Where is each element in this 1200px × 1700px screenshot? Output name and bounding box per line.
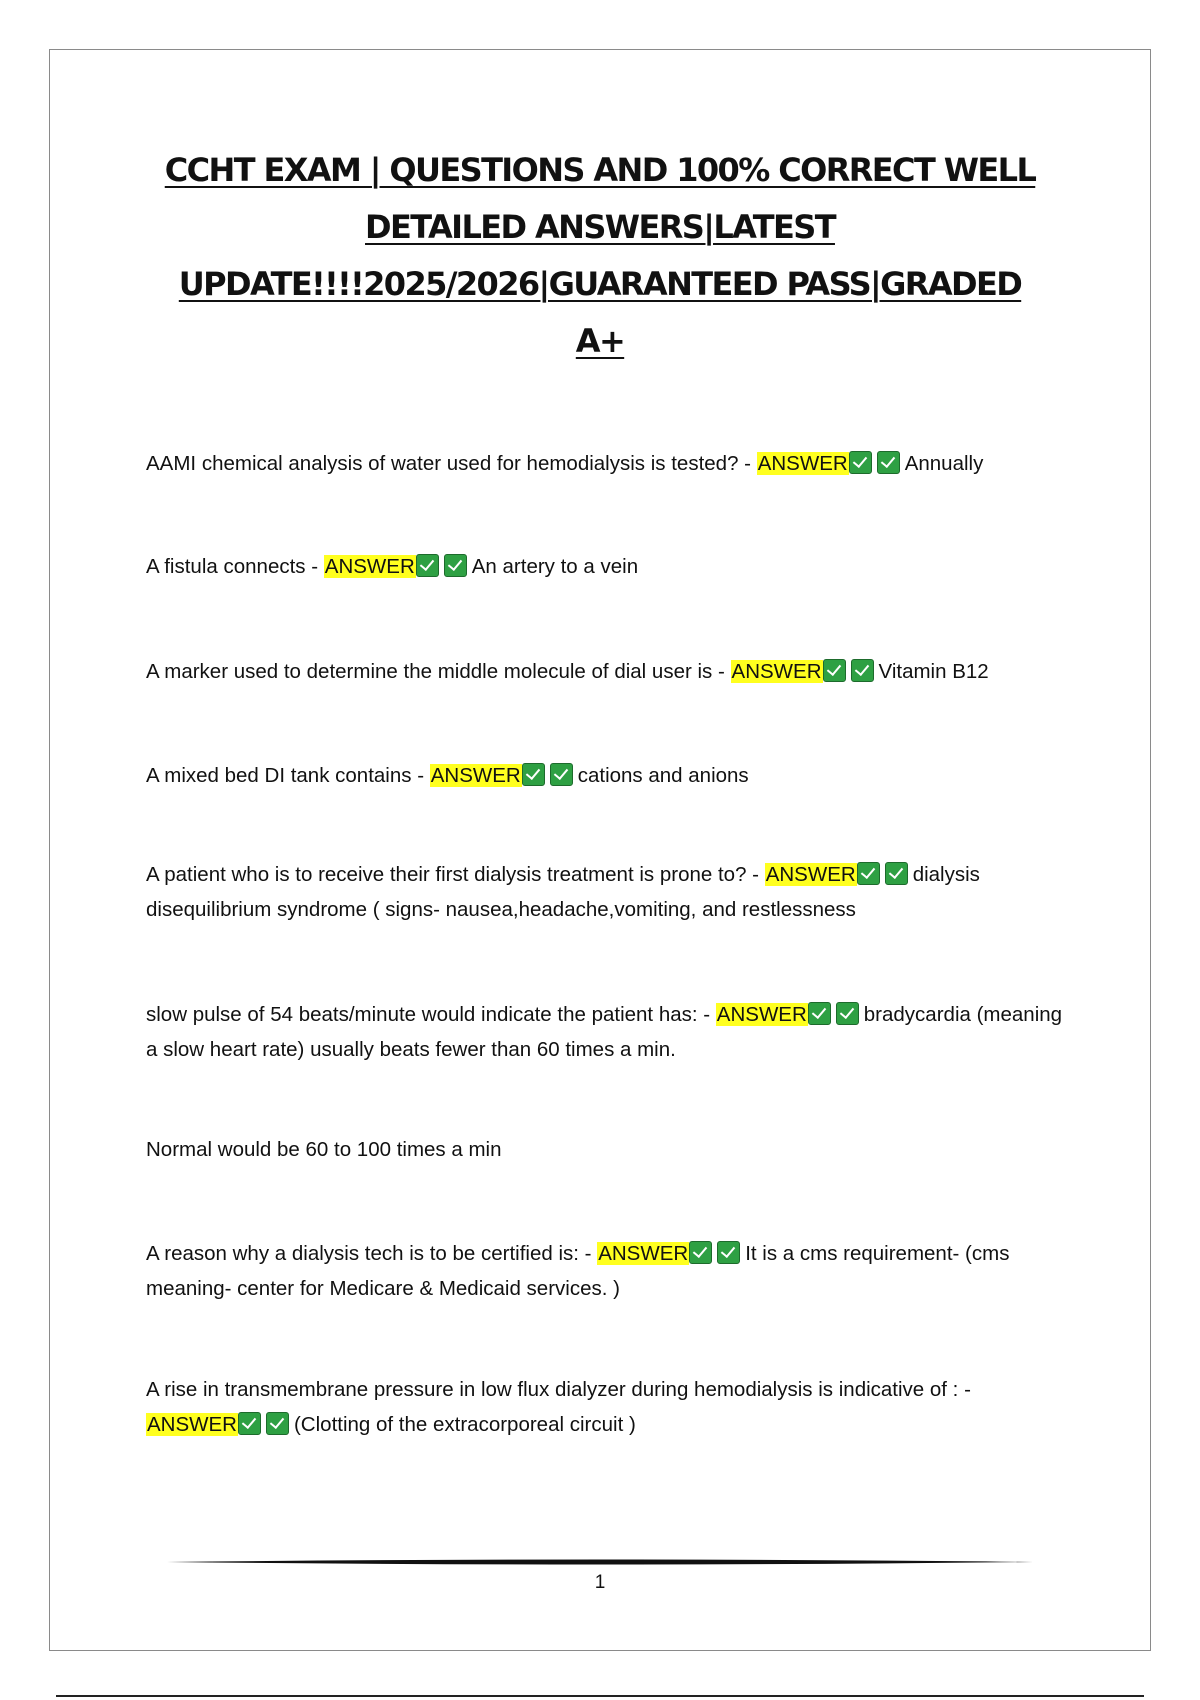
title-line-4: A+: [575, 322, 625, 360]
answer-label: ANSWER: [765, 863, 856, 886]
answer-text: Vitamin B12: [878, 660, 989, 683]
answer-text: bradycardia (meaning a slow heart rate) usually beats fewer than 60 times a min.: [146, 1003, 1063, 1061]
question-text: A mixed bed DI tank contains -: [146, 764, 430, 787]
document-title: [100, 142, 1100, 370]
question-text: slow pulse of 54 beats/minute would indicate the patient has: -: [146, 1003, 716, 1026]
answer-label: ANSWER: [757, 452, 848, 475]
check-mark-icon: [808, 1002, 831, 1025]
answer-label: ANSWER: [598, 1242, 689, 1265]
title-line-2: DETAILED ANSWERS|LATEST: [365, 208, 835, 246]
check-mark-icon: [823, 659, 846, 682]
qa-item-8: [146, 1372, 1066, 1442]
check-mark-icon: [836, 1002, 859, 1025]
note-text: Normal would be 60 to 100 times a min: [146, 1138, 502, 1161]
answer-text: Annually: [904, 452, 984, 475]
question-text: A rise in transmembrane pressure in low flux dialyzer during hemodialysis is indicative of : -: [146, 1378, 971, 1401]
qa-item-3: [146, 654, 1066, 689]
check-mark-icon: [857, 862, 880, 885]
question-text: A reason why a dialysis tech is to be certified is: -: [146, 1242, 598, 1265]
check-mark-icon: [238, 1412, 261, 1435]
question-text: AAMI chemical analysis of water used for hemodialysis is tested? -: [146, 452, 757, 475]
answer-text: cations and anions: [577, 764, 749, 787]
qa-item-5: [146, 857, 1066, 927]
check-mark-icon: [266, 1412, 289, 1435]
answer-label: ANSWER: [324, 555, 415, 578]
check-mark-icon: [851, 659, 874, 682]
check-mark-icon: [444, 554, 467, 577]
qa-item-1: [146, 446, 1066, 481]
qa-item-4: [146, 758, 1066, 793]
footer-divider: [167, 1559, 1033, 1565]
answer-label: ANSWER: [430, 764, 521, 787]
answer-text: dialysis disequilibrium syndrome ( signs- nausea,headache,vomiting, and restlessness: [146, 863, 980, 921]
answer-text: An artery to a vein: [471, 555, 639, 578]
page-number: 1: [594, 1572, 606, 1593]
answer-label: ANSWER: [716, 1003, 807, 1026]
check-mark-icon: [717, 1241, 740, 1264]
check-mark-icon: [550, 763, 573, 786]
title-line-3: UPDATE!!!!2025/2026|GUARANTEED PASS|GRADED: [178, 265, 1022, 303]
answer-label: ANSWER: [147, 1413, 237, 1436]
answer-text: (Clotting of the extracorporeal circuit ): [293, 1413, 636, 1436]
question-text: A fistula connects -: [146, 555, 324, 578]
answer-label: ANSWER: [731, 660, 822, 683]
question-text: A marker used to determine the middle molecule of dial user is -: [146, 660, 731, 683]
qa-item-7: [146, 1236, 1066, 1306]
qa-item-2: [146, 549, 1066, 584]
check-mark-icon: [877, 451, 900, 474]
check-mark-icon: [689, 1241, 712, 1264]
qa-item-6: [146, 997, 1066, 1067]
title-line-1: CCHT EXAM | QUESTIONS AND 100% CORRECT WELL: [164, 151, 1036, 189]
check-mark-icon: [416, 554, 439, 577]
check-mark-icon: [885, 862, 908, 885]
check-mark-icon: [849, 451, 872, 474]
bottom-divider: [56, 1695, 1144, 1697]
qa-note: [146, 1132, 1066, 1167]
question-text: A patient who is to receive their first dialysis treatment is prone to? -: [146, 863, 765, 886]
check-mark-icon: [522, 763, 545, 786]
answer-text: It is a cms requirement- (cms meaning- center for Medicare & Medicaid services. ): [146, 1242, 1010, 1300]
